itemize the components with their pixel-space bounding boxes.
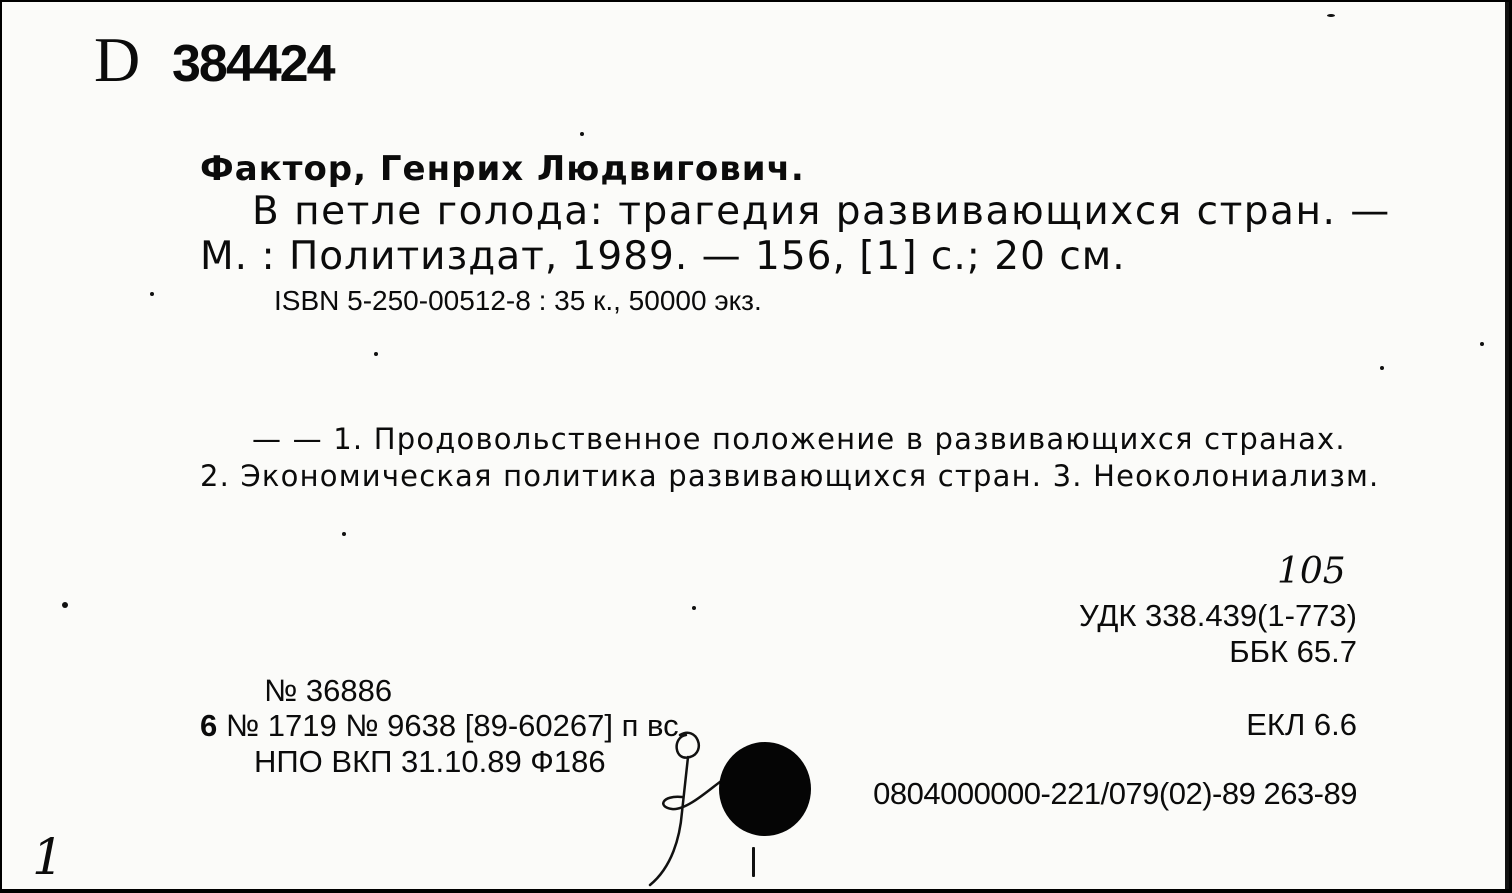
subjects-line-2: 2. Экономическая политика развивающихся стран. 3. Неоколониализм. [200, 459, 1380, 493]
catalog-card [2, 2, 1509, 889]
code-line: 0804000000-221/079(02)-89 263-89 [873, 776, 1357, 811]
print-line-rest: № 1719 № 9638 [89-60267] п вс [217, 708, 679, 743]
speck [1380, 366, 1384, 370]
handwritten-number: 105 [1277, 551, 1346, 592]
speck [752, 847, 755, 877]
ekl-code: ЕКЛ 6.6 [1246, 707, 1357, 742]
speck [1327, 14, 1335, 17]
title-line-2: М. : Политиздат, 1989. — 156, [1] с.; 20 см. [200, 234, 1126, 279]
subjects-line-1: — — 1. Продовольственное положение в развивающихся странах. [252, 422, 1346, 456]
title-line-1: В петле голода: трагедия развивающихся стран. — [252, 189, 1391, 234]
speck [580, 132, 584, 136]
udk-code: УДК 338.439(1-773) [1079, 598, 1357, 633]
ink-blot [719, 742, 811, 836]
speck [150, 292, 154, 296]
author-heading: Фактор, Генрих Людвигович. [200, 149, 805, 189]
handwritten-corner-mark: 1 [32, 828, 64, 886]
speck [1480, 342, 1484, 346]
print-line [200, 710, 679, 741]
catalog-letter: D [94, 24, 141, 95]
isbn-line: ISBN 5-250-00512-8 : 35 к., 50000 экз. [274, 285, 762, 316]
npo-line: НПО ВКП 31.10.89 Ф186 [254, 744, 606, 779]
order-number: № 36886 [264, 673, 393, 708]
bbk-code: ББК 65.7 [1229, 634, 1357, 669]
catalog-number: 384424 [172, 35, 334, 93]
speck [342, 532, 346, 536]
speck [692, 606, 696, 610]
print-line-lead: 6 [200, 708, 218, 743]
speck [62, 602, 68, 608]
speck [374, 352, 378, 356]
